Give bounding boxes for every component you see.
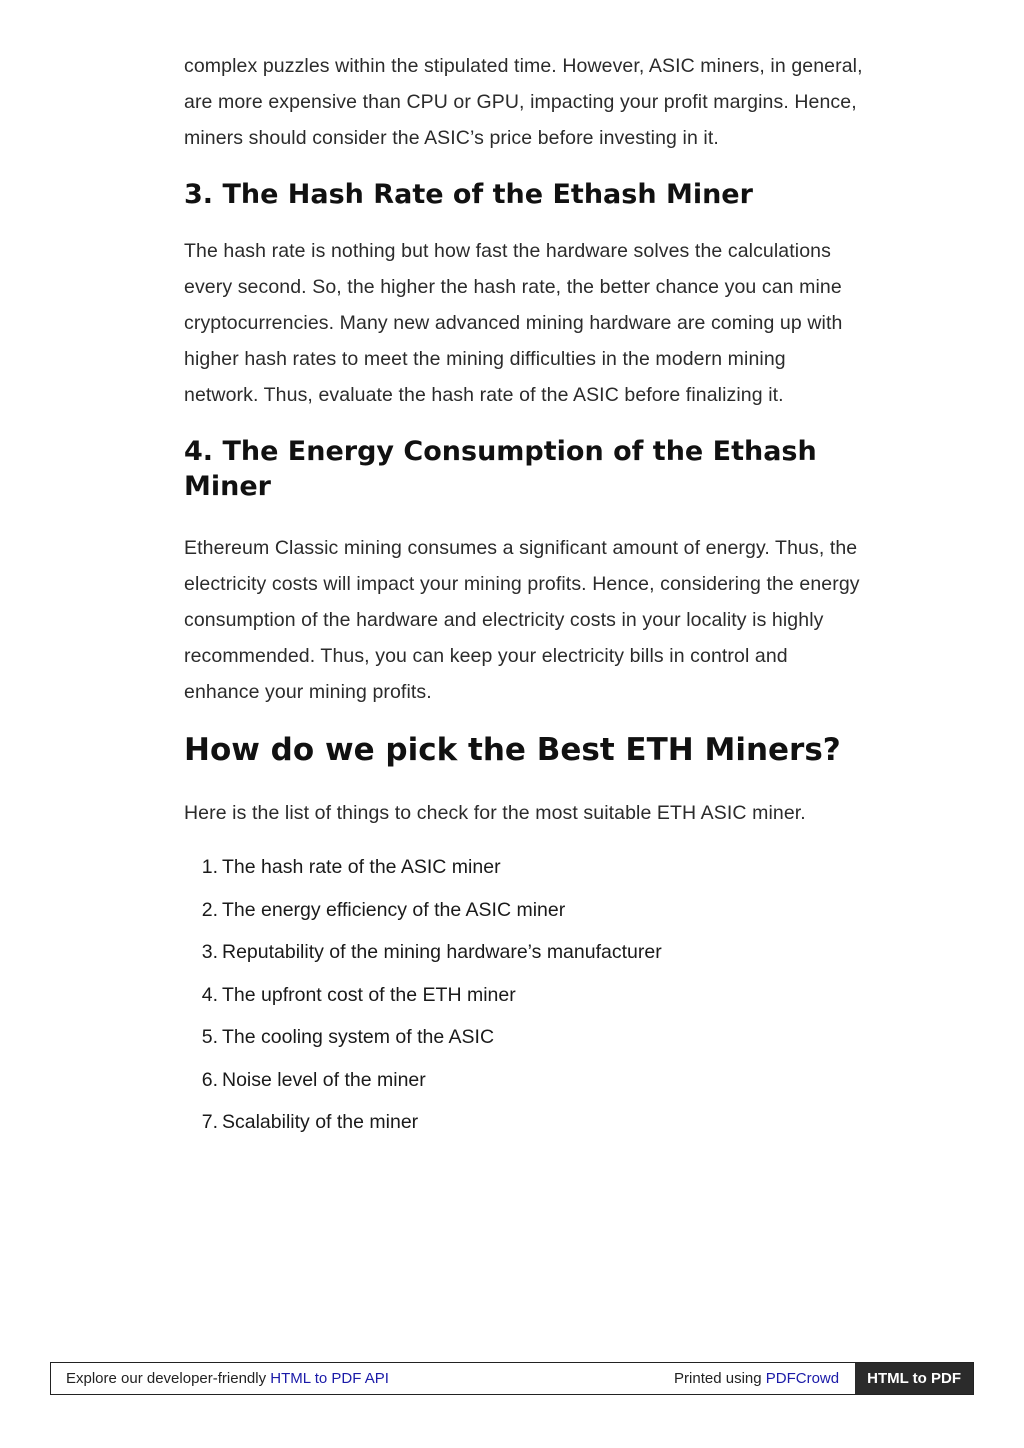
list-text: The upfront cost of the ETH miner xyxy=(222,983,516,1006)
list-item xyxy=(184,855,864,898)
list-number: 6. xyxy=(201,1068,218,1091)
list-text: The hash rate of the ASIC miner xyxy=(222,856,501,878)
list-number: 2. xyxy=(201,898,218,921)
list-number: 4. xyxy=(201,983,218,1006)
article-body xyxy=(184,48,864,1153)
list-text: Reputability of the mining hardware’s manufacturer xyxy=(222,941,662,963)
list-number: 1. xyxy=(201,856,218,878)
list-intro-paragraph: Here is the list of things to check for the most suitable ETH ASIC miner. xyxy=(184,802,806,824)
footer-printed xyxy=(674,1370,855,1387)
list-number: 5. xyxy=(201,1026,218,1048)
pdfcrowd-link[interactable]: PDFCrowd xyxy=(765,1370,840,1387)
footer-printed-text: Printed using xyxy=(674,1370,766,1387)
list-item xyxy=(184,1110,864,1153)
criteria-list xyxy=(184,855,864,1153)
html-to-pdf-brand-button[interactable]: HTML to PDF xyxy=(855,1363,973,1394)
html-to-pdf-api-link[interactable]: HTML to PDF API xyxy=(270,1370,389,1387)
list-text: Scalability of the miner xyxy=(222,1111,419,1133)
list-text: The energy efficiency of the ASIC miner xyxy=(222,898,566,921)
pick-heading: How do we pick the Best ETH Miners? xyxy=(184,732,841,768)
list-item xyxy=(184,898,864,941)
intro-paragraph: complex puzzles within the stipulated time. However, ASIC miners, in general, are more expensive than CPU or GPU, impacting your profit margins. Hence, miners should consider the ASIC’s price before investing in it. xyxy=(184,55,863,149)
list-number: 7. xyxy=(201,1111,218,1133)
list-number: 3. xyxy=(201,941,218,963)
energy-paragraph: Ethereum Classic mining consumes a significant amount of energy. Thus, the electricity costs will impact your mining profits. Hence, considering the energy consumption of the hardware and electricity costs in your locality is highly recommended. Thus, you can keep your electricity bills in control and enhance your mining profits. xyxy=(184,537,860,703)
hash-rate-heading: 3. The Hash Rate of the Ethash Miner xyxy=(184,179,753,210)
list-text: The cooling system of the ASIC xyxy=(222,1026,495,1048)
list-text: Noise level of the miner xyxy=(222,1068,426,1091)
pdf-footer-banner xyxy=(50,1362,974,1395)
list-item xyxy=(184,1025,864,1068)
footer-explore-text: Explore our developer-friendly xyxy=(66,1370,271,1387)
hash-rate-paragraph: The hash rate is nothing but how fast the hardware solves the calculations every second. So, the higher the hash rate, the better chance you can mine cryptocurrencies. Many new advanced mining hardware are coming up with higher hash rates to meet the mining difficulties in the modern mining network. Thus, evaluate the hash rate of the ASIC before finalizing it. xyxy=(184,240,843,406)
list-item xyxy=(184,1068,864,1111)
list-item xyxy=(184,940,864,983)
footer-explore xyxy=(51,1370,674,1387)
energy-heading: 4. The Energy Consumption of the Ethash Miner xyxy=(184,436,817,502)
list-item xyxy=(184,983,864,1026)
